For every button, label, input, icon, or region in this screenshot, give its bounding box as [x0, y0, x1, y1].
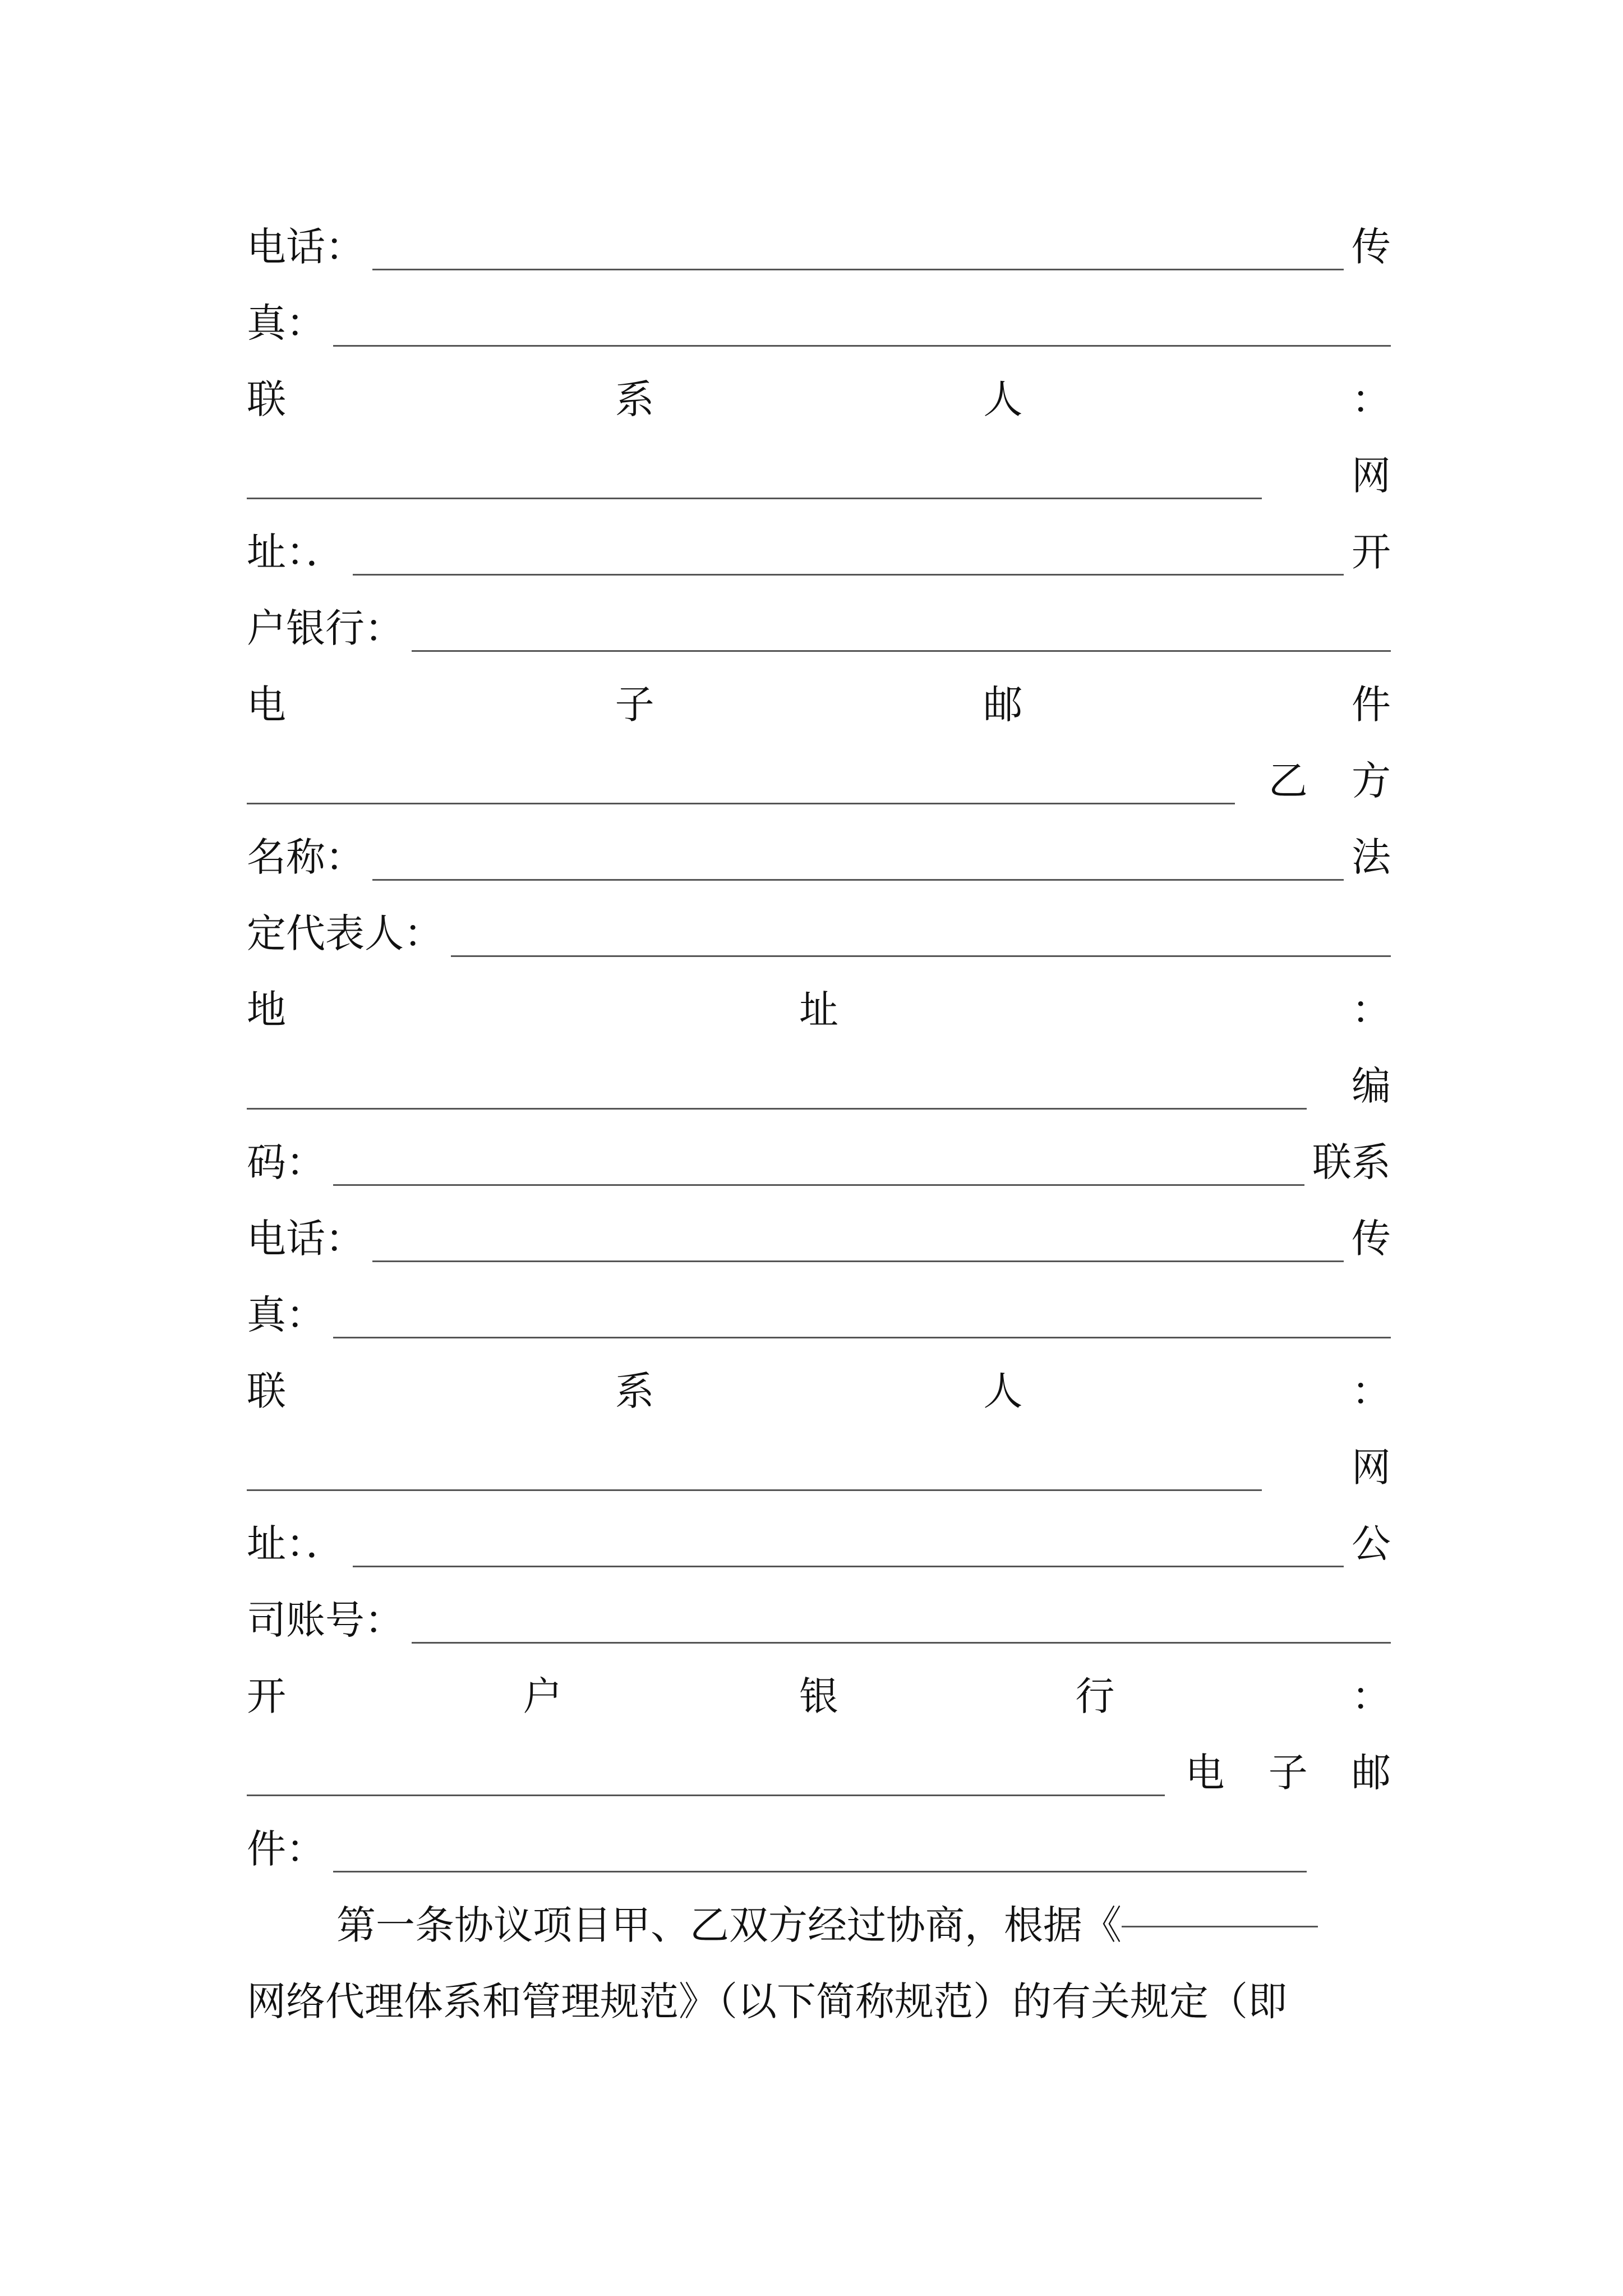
- account-blank-b[interactable]: [412, 1642, 1391, 1644]
- legal-rep-label-start-b: 法: [1352, 834, 1391, 880]
- fax-blank-b[interactable]: [333, 1337, 1391, 1338]
- article-one-text-1: 第一条协议项目甲、乙双方经过协商，根据《: [336, 1902, 1122, 1948]
- email-char: 电: [247, 682, 286, 728]
- phone-blank-b[interactable]: [372, 1260, 1344, 1262]
- email-char: 子: [615, 682, 654, 728]
- postcode-label-end-b: 码：: [247, 1139, 325, 1185]
- contact-blank-a[interactable]: [247, 498, 1262, 499]
- account-label-end-b: 司账号：: [247, 1597, 404, 1643]
- contact-blank-line-b: [247, 1429, 1391, 1506]
- bank-char: 户: [523, 1673, 562, 1719]
- fax-label-start-a: 传: [1352, 224, 1391, 270]
- postcode-line-b: [247, 1124, 1391, 1200]
- contact-blank-b[interactable]: [247, 1489, 1262, 1491]
- address-label-line-b: [247, 972, 1391, 1048]
- website-line-a: [247, 514, 1391, 590]
- bank-blank-line-b: [247, 1734, 1407, 1811]
- website-label-start-b: 网: [1352, 1444, 1391, 1490]
- contact-char: 系: [615, 1368, 654, 1414]
- email-blank-b[interactable]: [333, 1871, 1307, 1872]
- bank-label-end-a: 户银行：: [247, 605, 404, 651]
- name-line-b: [247, 819, 1391, 895]
- bank-char: 行: [1075, 1673, 1115, 1719]
- party-b-label: 乙 方: [1268, 758, 1407, 804]
- website-line-b: [247, 1506, 1391, 1582]
- contact-label-line-a: [247, 361, 1391, 438]
- account-label-start-b: 公: [1352, 1521, 1391, 1567]
- bank-line-a: [247, 590, 1391, 666]
- legal-rep-blank-b[interactable]: [451, 955, 1391, 957]
- contact-label-line-b: [247, 1353, 1391, 1429]
- website-blank-a[interactable]: [353, 574, 1344, 576]
- fax-label-end-a: 真：: [247, 300, 325, 346]
- email-label-line-a: [247, 666, 1391, 743]
- contact-char: 系: [615, 376, 654, 422]
- article-one-paragraph: [247, 1887, 1391, 2040]
- fax-line-b: [247, 1277, 1391, 1353]
- email-label-start-b: 电 子 邮: [1185, 1750, 1407, 1796]
- contact-char: 人: [983, 1368, 1023, 1414]
- website-label-end-a: 址：．: [247, 529, 345, 575]
- phone-line-a: [247, 209, 1391, 285]
- address-colon: ：: [1352, 987, 1391, 1033]
- bank-colon: ：: [1352, 1673, 1391, 1719]
- bank-char: 开: [247, 1673, 286, 1719]
- bank-blank-a[interactable]: [412, 650, 1391, 652]
- article-one-line-1: [247, 1887, 1391, 1963]
- postcode-blank-b[interactable]: [333, 1184, 1304, 1186]
- bank-label-start-a: 开: [1352, 529, 1391, 575]
- legal-rep-line-b: [247, 895, 1391, 972]
- contact-colon: ：: [1351, 1368, 1391, 1414]
- contact-blank-line-a: [247, 438, 1391, 514]
- website-label-end-b: 址：．: [247, 1521, 345, 1567]
- standard-name-blank[interactable]: [1122, 1926, 1318, 1927]
- address-blank-b[interactable]: [247, 1108, 1307, 1110]
- contact-phone-label-start-b: 联系: [1312, 1139, 1391, 1185]
- contact-char: 联: [247, 1368, 286, 1414]
- email-label-end-b: 件：: [247, 1826, 325, 1872]
- article-one-line-2: 网络代理体系和管理规范》（以下简称规范）的有关规定（即: [247, 1978, 1287, 2024]
- fax-label-start-b: 传: [1352, 1216, 1391, 1262]
- phone-label-a: 电话：: [247, 224, 365, 270]
- fax-label-end-b: 真：: [247, 1292, 325, 1338]
- address-char: 址: [799, 987, 838, 1033]
- phone-line-b: [247, 1200, 1391, 1277]
- phone-blank-a[interactable]: [372, 269, 1344, 270]
- email-char: 邮: [983, 682, 1023, 728]
- contact-char: 联: [247, 376, 286, 422]
- legal-rep-label-end-b: 定代表人：: [247, 910, 443, 956]
- phone-label-b: 电话：: [247, 1216, 365, 1262]
- bank-char: 银: [799, 1673, 838, 1719]
- account-line-b: [247, 1582, 1391, 1658]
- bank-label-line-b: [247, 1658, 1391, 1734]
- website-label-start-a: 网: [1352, 453, 1391, 499]
- address-char: 地: [247, 987, 286, 1033]
- contact-char: 人: [983, 376, 1023, 422]
- website-blank-b[interactable]: [353, 1566, 1344, 1567]
- name-label-b: 名称：: [247, 834, 365, 880]
- contact-colon: ：: [1351, 376, 1391, 422]
- email-blank-a[interactable]: [247, 803, 1235, 804]
- email-blank-line-a: [247, 743, 1407, 819]
- fax-blank-a[interactable]: [333, 345, 1391, 347]
- address-blank-line-b: [247, 1048, 1391, 1124]
- name-blank-b[interactable]: [372, 879, 1344, 881]
- email-char: 件: [1351, 682, 1391, 728]
- email-line-b: [247, 1811, 1391, 1887]
- postcode-label-start-b: 编: [1352, 1063, 1391, 1109]
- fax-line-a: [247, 285, 1391, 361]
- bank-blank-b[interactable]: [247, 1795, 1165, 1796]
